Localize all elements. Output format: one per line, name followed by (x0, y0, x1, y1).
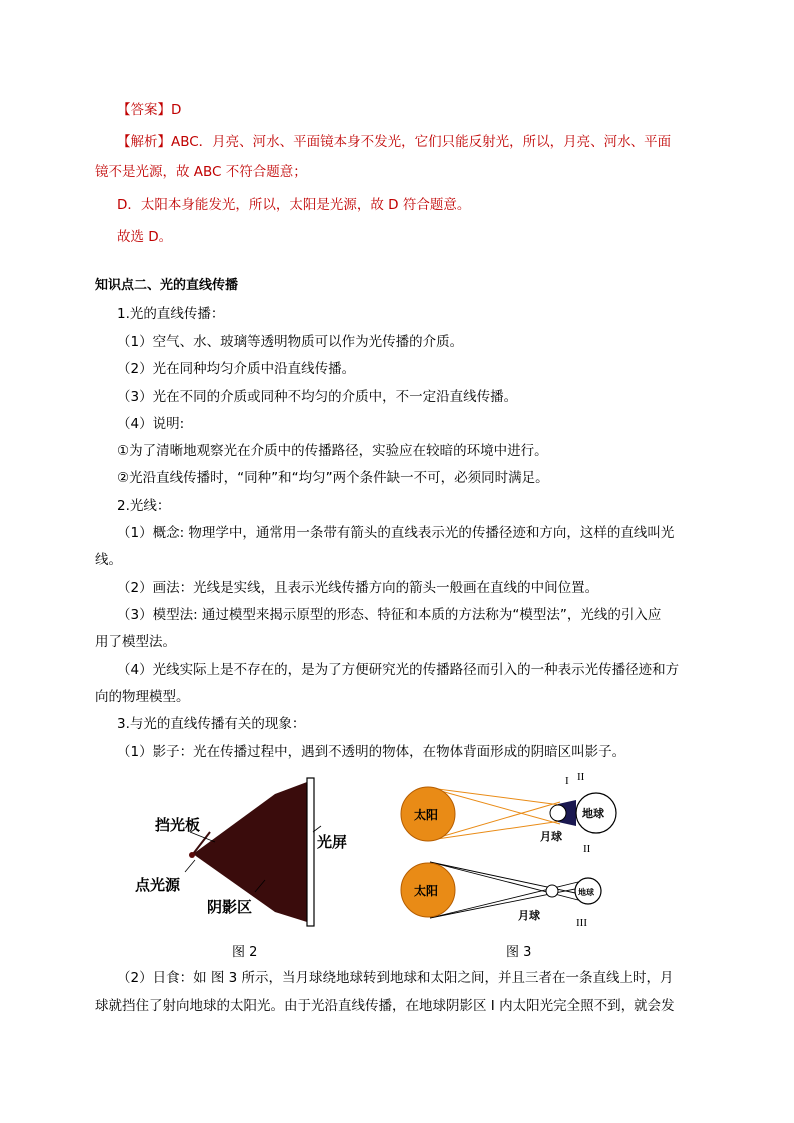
body-line: 2.光线： (117, 498, 171, 514)
answer-value: D (171, 102, 182, 118)
analysis-label: 【解析】 (117, 134, 171, 150)
region-ii-bottom-label: II (583, 843, 591, 855)
analysis-line-3: D．太阳本身能发光，所以，太阳是光源，故 D 符合题意。 (117, 197, 471, 213)
figure-3-eclipse-diagram (400, 768, 630, 930)
moon-bottom (546, 885, 558, 897)
screen-label: 光屏 (317, 834, 348, 851)
body-line: 用了模型法。 (95, 634, 176, 650)
region-iii-label: III (576, 917, 587, 929)
body-line: 线。 (95, 552, 122, 568)
body-line: （4）光线实际上是不存在的，是为了方便研究光的传播路径而引入的一种表示光传播径迹和方 (117, 662, 680, 678)
body-line: （3）模型法: 通过模型来揭示原型的形态、特征和本质的方法称为“模型法”，光线的引入应 (117, 607, 662, 623)
body-line: ①为了清晰地观察光在介质中的传播路径，实验应在较暗的环境中进行。 (117, 443, 548, 459)
moon-top-label: 月球 (540, 831, 562, 843)
shadow-label: 阴影区 (207, 899, 253, 916)
analysis-text-1: ABC．月亮、河水、平面镜本身不发光，它们只能反射光，所以，月亮、河水、平面 (171, 134, 672, 150)
region-i-label: I (565, 775, 569, 787)
body-line: （1）概念: 物理学中，通常用一条带有箭头的直线表示光的传播径迹和方向，这样的直线叫光 (117, 525, 675, 541)
sun-top-label: 太阳 (414, 808, 439, 822)
moon-top (550, 805, 566, 821)
figure-2-shadow-diagram (135, 772, 348, 932)
answer-line (117, 100, 181, 120)
light-screen (307, 778, 314, 926)
point-source-dot (189, 852, 195, 858)
body-line: （4）说明: (117, 416, 185, 432)
earth-bottom-label: 地球 (578, 888, 594, 897)
section-title: 知识点二、光的直线传播 (95, 278, 239, 293)
region-ii-label: II (577, 771, 585, 783)
body-line: 1.光的直线传播： (117, 306, 225, 322)
body-line: 3.与光的直线传播有关的现象： (117, 716, 306, 732)
figure-2-caption: 图 2 (232, 945, 258, 960)
sun-bottom-label: 太阳 (414, 884, 439, 898)
source-label: 点光源 (135, 877, 181, 894)
analysis-line-2: 镜不是光源，故 ABC 不符合题意； (95, 164, 307, 180)
moon-bottom-label: 月球 (518, 910, 540, 922)
body-line: ②光沿直线传播时，“同种”和“均匀”两个条件缺一不可，必须同时满足。 (117, 470, 549, 486)
figure-3-caption: 图 3 (506, 945, 532, 960)
body-line: 向的物理模型。 (95, 689, 190, 705)
body-line: （1）空气、水、玻璃等透明物质可以作为光传播的介质。 (117, 334, 464, 350)
leader-line-source (185, 860, 195, 872)
body-line: （3）光在不同的介质或同种不均匀的介质中，不一定沿直线传播。 (117, 389, 518, 405)
body-line: （2）光在同种均匀介质中沿直线传播。 (117, 361, 356, 377)
body-line: （1）影子：光在传播过程中，遇到不透明的物体，在物体背面形成的阴暗区叫影子。 (117, 744, 626, 760)
body-line: （2）画法：光线是实线，且表示光线传播方向的箭头一般画在直线的中间位置。 (117, 580, 599, 596)
analysis-line-1 (117, 132, 671, 152)
body-line: （2）日食：如 图 3 所示，当月球绕地球转到地球和太阳之间，并且三者在一条直线上时，月 (117, 970, 674, 986)
earth-top-label: 地球 (582, 808, 604, 820)
analysis-line-4: 故选 D。 (117, 229, 173, 245)
baffle-label: 挡光板 (155, 817, 201, 834)
answer-label: 【答案】 (117, 102, 171, 118)
body-line: 球就挡住了射向地球的太阳光。由于光沿直线传播，在地球阴影区 I 内太阳光完全照不到，就会发 (95, 998, 675, 1014)
